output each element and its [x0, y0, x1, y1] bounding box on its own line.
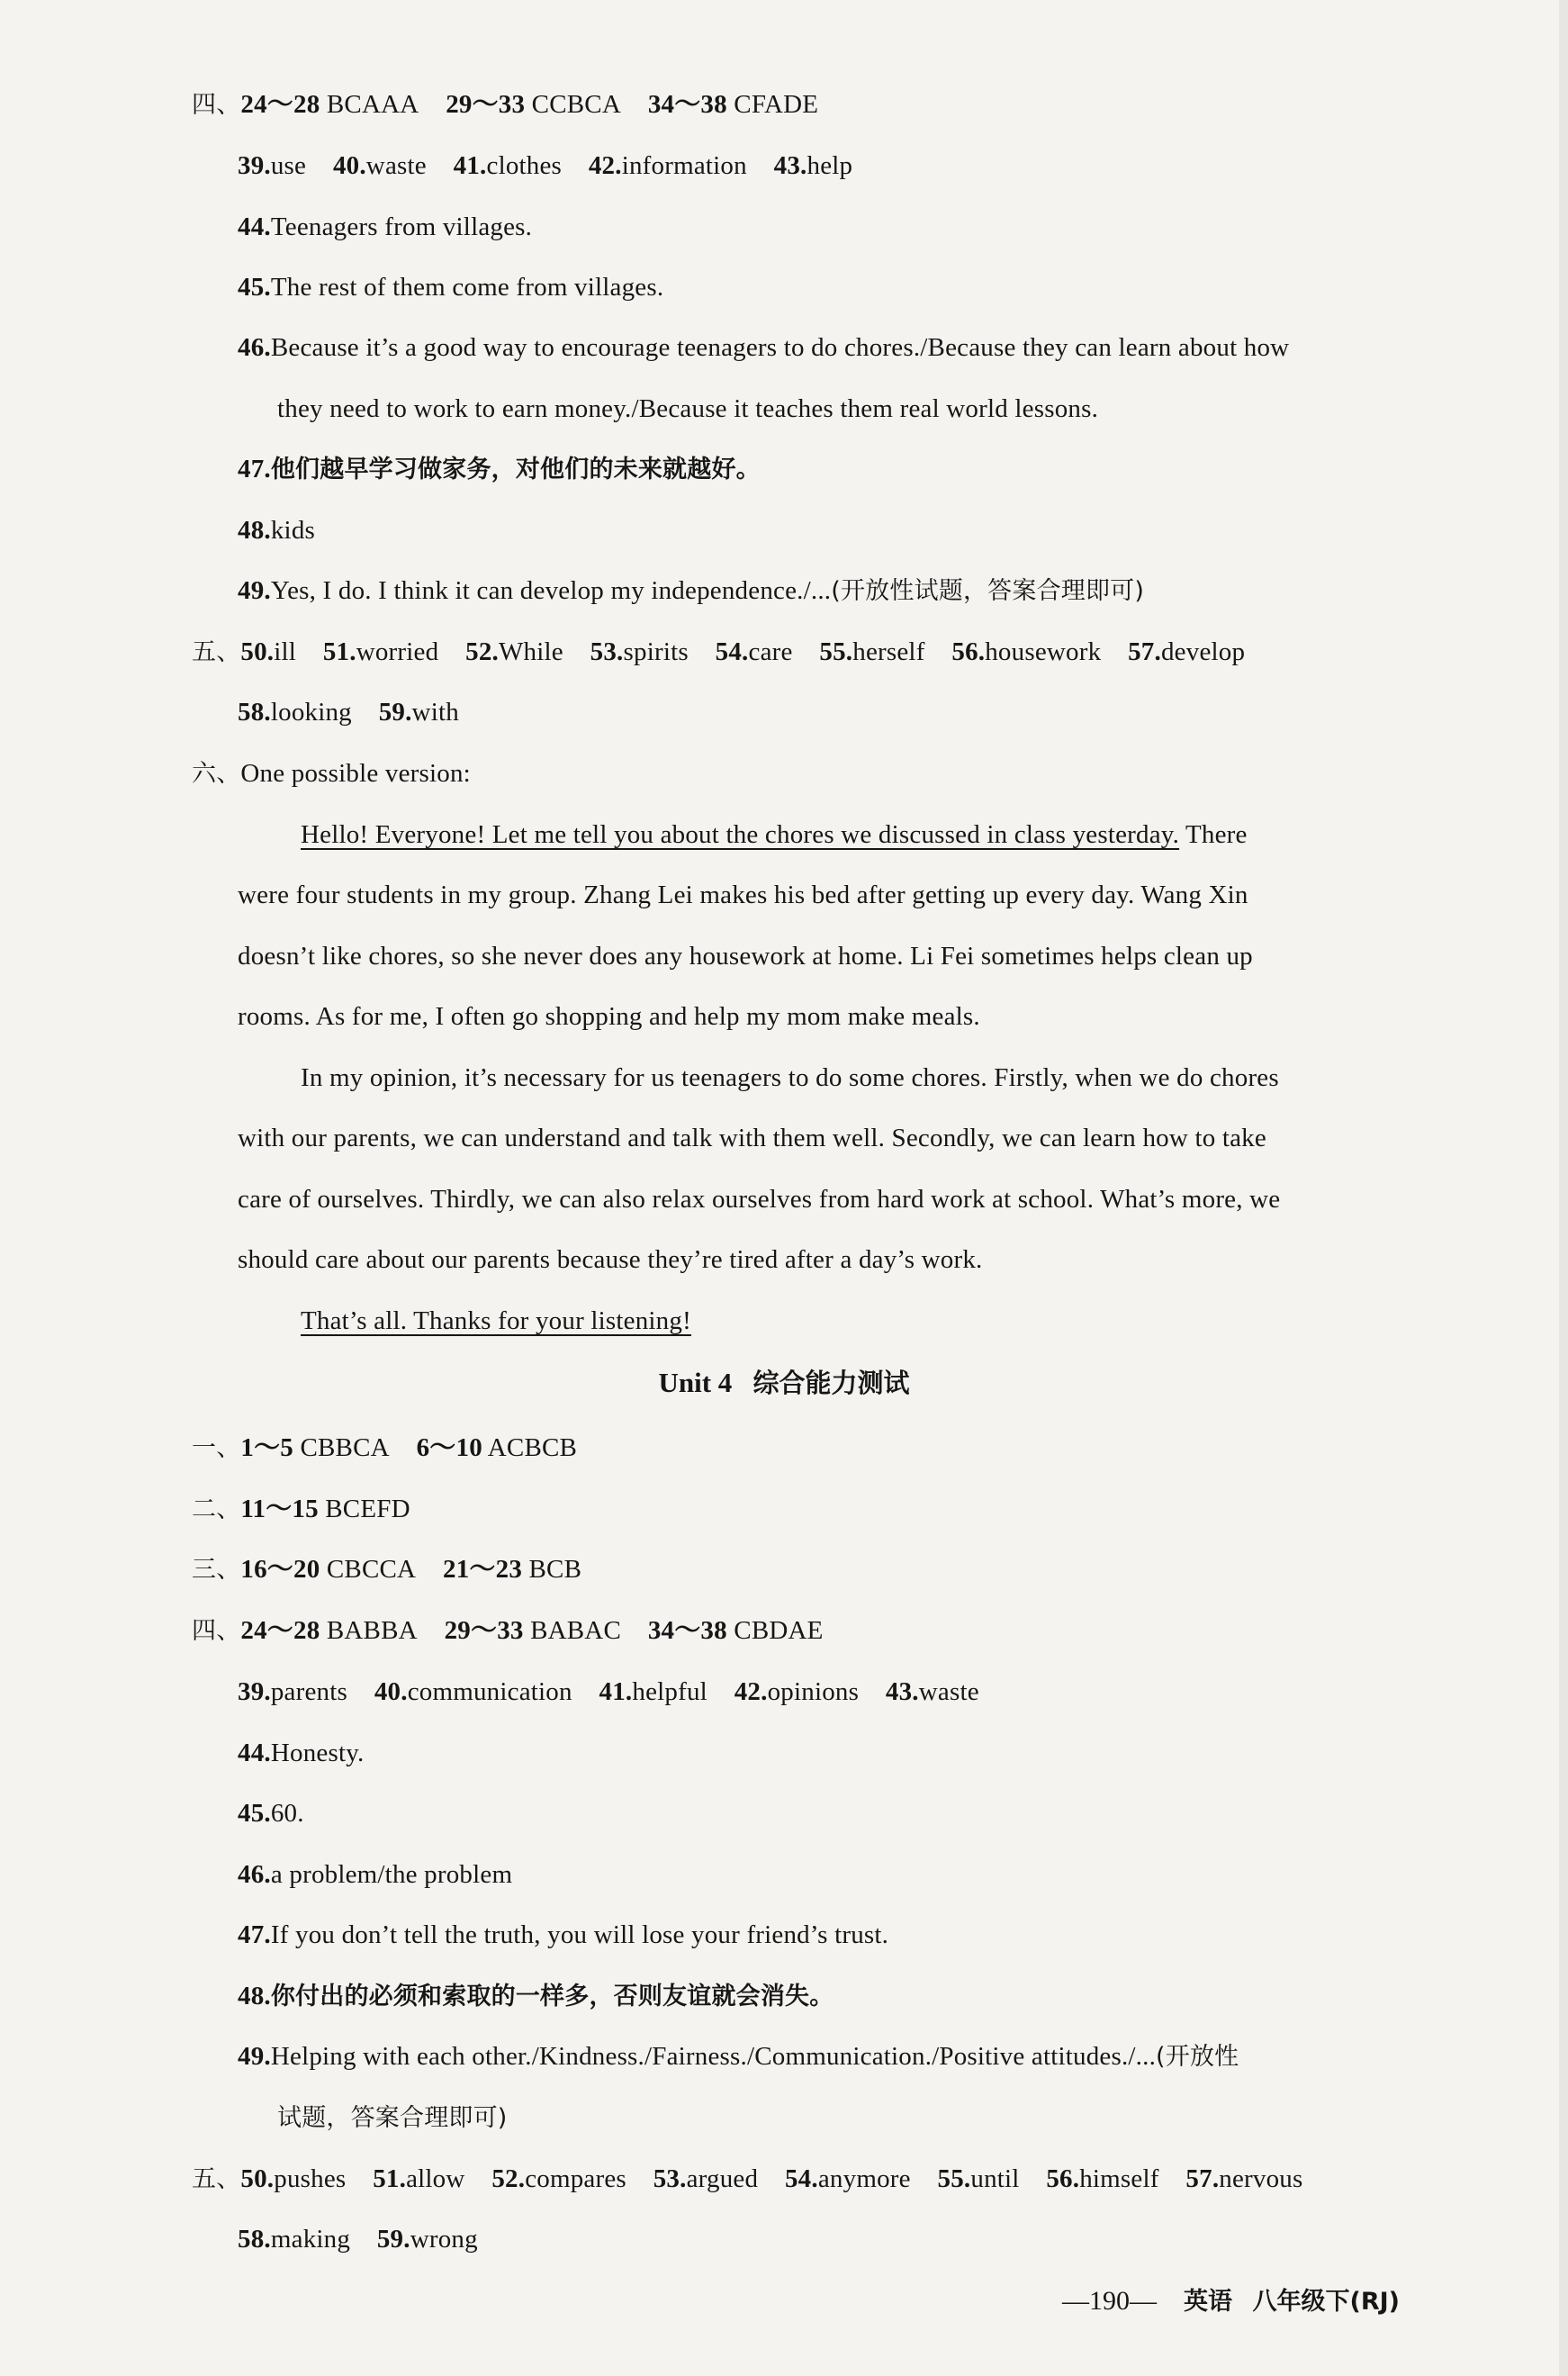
u4-s5-line-1: 五、50.pushes 51.allow 52.compares 53.argued 54.anymore 55.until 56.himself 57.nervous	[192, 2164, 1303, 2193]
subject-label: 英语	[1184, 2288, 1232, 2316]
u4-answer-49-cont: 试题，答案合理即可)	[277, 2104, 508, 2132]
page-edge-shadow	[1559, 0, 1568, 2376]
u4-fill-line-39-43: 39.parents 40.communication 41.helpful 42.opinions 43.waste	[238, 1677, 979, 1706]
u4-s5-line-2: 58.making 59.wrong	[238, 2225, 478, 2254]
s5-line-2: 58.looking 59.with	[238, 698, 459, 727]
answer-44: 44.Teenagers from villages.	[238, 212, 533, 241]
answer-45: 45.The rest of them come from villages.	[238, 273, 664, 302]
u4-answer-48: 48.你付出的必须和索取的一样多，否则友谊就会消失。	[238, 1982, 834, 2010]
u4-s4-mc-line: 四、24～28 BABBA 29～33 BABAC 34～38 CBDAE	[192, 1616, 824, 1645]
essay-p2-line-2: with our parents, we can understand and talk with them well. Secondly, we can learn how to take	[238, 1124, 1266, 1152]
essay-p2-line-3: care of ourselves. Thirdly, we can also relax ourselves from hard work at school. What’s more, we	[238, 1185, 1281, 1214]
essay-p1-line-2: were four students in my group. Zhang Lei makes his bed after getting up every day. Wang Xin	[238, 881, 1248, 909]
essay-p2-line-4: should care about our parents because they’re tired after a day’s work.	[238, 1245, 983, 1274]
grade-label: 八年级下(RJ)	[1252, 2288, 1401, 2316]
u4-s2-line: 二、11～15 BCEFD	[192, 1495, 410, 1523]
u4-s1-line: 一、1～5 CBBCA 6～10 ACBCB	[192, 1433, 578, 1462]
answer-49: 49.Yes, I do. I think it can develop my independence./...(开放性试题，答案合理即可)	[238, 576, 1145, 605]
unit4-title: Unit 4 综合能力测试	[658, 1367, 910, 1398]
essay-p2-line-1: In my opinion, it’s necessary for us teenagers to do some chores. Firstly, when we do chores	[301, 1063, 1279, 1092]
u4-s3-line: 三、16～20 CBCCA 21～23 BCB	[192, 1555, 582, 1584]
answer-47: 47.他们越早学习做家务，对他们的未来就越好。	[238, 455, 761, 483]
s4-mc-line: 四、24～28 BCAAA 29～33 CCBCA 34～38 CFADE	[192, 90, 819, 119]
essay-closing: That’s all. Thanks for your listening!	[301, 1306, 691, 1335]
answer-48: 48.kids	[238, 516, 316, 545]
u4-answer-46: 46.a problem/the problem	[238, 1860, 513, 1889]
u4-answer-45: 45.60.	[238, 1799, 304, 1828]
u4-answer-49: 49.Helping with each other./Kindness./Fairness./Communication./Positive attitudes./...(开放性	[238, 2042, 1239, 2071]
essay-p1-line-3: doesn’t like chores, so she never does any housework at home. Li Fei sometimes helps clean up	[238, 942, 1253, 971]
u4-answer-44: 44.Honesty.	[238, 1739, 365, 1767]
answer-46-cont: they need to work to earn money./Because it teaches them real world lessons.	[277, 394, 1099, 423]
essay-p1-line-4: rooms. As for me, I often go shopping and help my mom make meals.	[238, 1002, 980, 1031]
essay-p1-line-1: Hello! Everyone! Let me tell you about the chores we discussed in class yesterday. There	[301, 820, 1248, 849]
page-footer	[1062, 2283, 1400, 2320]
u4-answer-47: 47.If you don’t tell the truth, you will lose your friend’s trust.	[238, 1920, 889, 1949]
page-number: —190—	[1062, 2286, 1157, 2316]
answer-46: 46.Because it’s a good way to encourage teenagers to do chores./Because they can learn about how	[238, 333, 1290, 362]
s6-intro: 六、One possible version:	[192, 759, 471, 788]
fill-line-39-43: 39.use 40.waste 41.clothes 42.information 43.help	[238, 151, 853, 180]
s5-line-1: 五、50.ill 51.worried 52.While 53.spirits 54.care 55.herself 56.housework 57.develop	[192, 637, 1246, 666]
